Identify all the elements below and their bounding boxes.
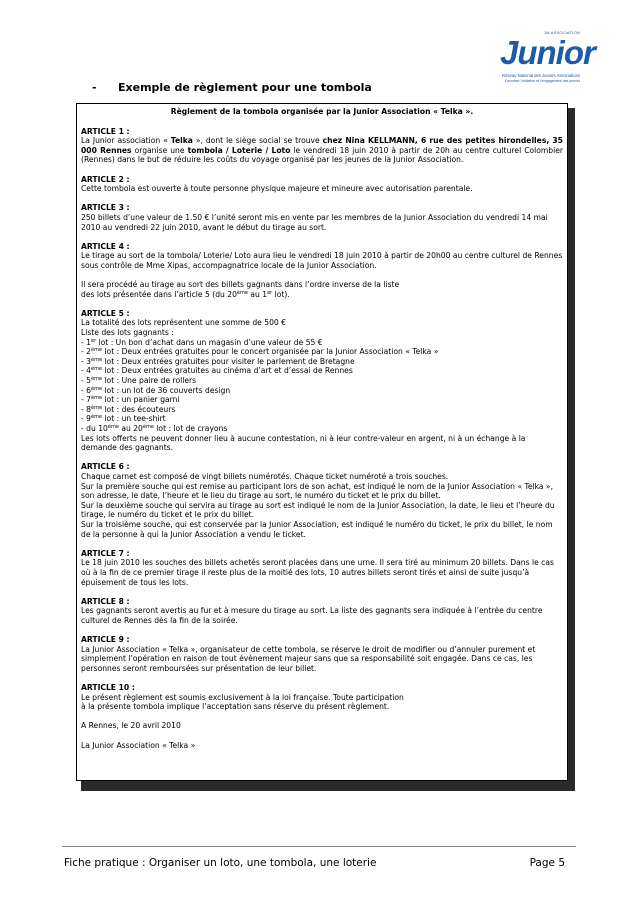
lot-item: - 6ème lot : un lot de 36 couverts design [81,385,231,395]
article-6-text-3: Sur la deuxième souche qui servira au tirage au sort est indiqué le nom de la Junior Association, la date, le lieu et l’heure du tirage, le numéro du ticket et le prix du billet. [81,500,555,520]
heading-dash: - [92,81,97,94]
page-number: Page 5 [529,857,565,869]
article-6-text-2: Sur la première souche qui est remise au participant lors de son achat, est indiqué le nom de la Junior Association « Telka », son adresse, le date, l’heure et le lieu du tirage au sort, le numéro du ticket et le prix du billet. [81,481,553,501]
lot-item: - 4ème lot : Deux entrées gratuites au cinéma d’art et d’essai de Rennes [81,366,353,376]
article-10-text-2: à la présente tombola implique l’acceptation sans réserve du présent règlement. [81,702,390,712]
article-4-heading: ARTICLE 4 : [81,241,130,251]
article-6-text-4: Sur la troisième souche, qui est conservée par la Junior Association, est indiqué le numéro du ticket, le prix du billet, le nom de la personne à qui la Junior Association a vendu le ticket. [81,519,553,539]
rules-box [76,103,568,781]
rules-title: Règlement de la tombola organisée par la Junior Association « Telka ». [170,107,474,116]
article-7-text: Le 18 juin 2010 les souches des billets achetés seront placées dans une urne. Il sera tiré au minimum 20 billets. Dans le cas où à la fin de ce premier tirage il reste plus de la moitié des lots, 10 autres billets seront tirés et ainsi de suite jusqu’à épuisement de tous les lots. [81,558,554,587]
article-3-heading: ARTICLE 3 : [81,203,130,213]
article-4-text-2b: des lots présentée dans l’article 5 (du 20ème au 1er lot). [81,289,290,299]
article-5-list-title: Liste des lots gagnants : [81,328,174,338]
logo-tagline: Favoriser l'initiative et l'engagement des jeunes [504,79,580,83]
article-5-note: Les lots offerts ne peuvent donner lieu à aucune contestation, ni à leur contre-valeur en argent, ni à un échange à la demande des gagnants. [81,433,526,453]
article-9-text: La Junior Association « Telka », organisateur de cette tombola, se réserve le droit de modifier ou d’annuler purement et simplement l’opération en raison de tout évènement majeur sans que sa responsabilité soit engagée. Dans ce cas, les personnes seront remboursées sur présentation de leur billet. [81,644,536,673]
lot-item: - 9ème lot : un tee-shirt [81,414,166,424]
article-8-heading: ARTICLE 8 : [81,596,130,606]
lot-item: - 1er lot : Un bon d’achat dans un magasin d’une valeur de 55 € [81,337,323,347]
article-5-total: La totalité des lots représentent une somme de 500 € [81,318,287,328]
logo-subtitle: Réseau National des Juniors Associations [502,73,580,78]
logo-top-text: JM ASSOCIATION [543,30,580,35]
article-8-text: Les gagnants seront avertis au fur et à mesure du tirage au sort. La liste des gagnants sera indiquée à l’entrée du centre culturel de Rennes dès la fin de la soirée. [81,606,543,625]
article-6-text-1: Chaque carnet est composé de vingt billets numérotés. Chaque ticket numéroté a trois souches. [81,471,449,481]
article-1-heading: ARTICLE 1 : [81,126,130,136]
lot-item: - 3ème lot : Deux entrées gratuites pour visiter le parlement de Bretagne [81,356,355,366]
lot-item: - 5ème lot : Une paire de rollers [81,376,197,386]
lot-item: - du 10ème au 20ème lot : lot de crayons [81,424,228,433]
article-1-text: La Junior association « Telka », dont le siège social se trouve chez Nina KELLMANN, 6 rue des petites hirondelles, 35 000 Rennes organise une tombola / Loterie / Loto le vendredi 18 juin 2010 à partir de 20h au centre culturel Colombier (Rennes) dans le but de réduire les coûts du voyage organisé par les jeunes de la Junior Association. [81,136,564,165]
article-7-heading: ARTICLE 7 : [81,548,130,558]
footer-divider [62,846,576,847]
lot-item: - 2ème lot : Deux entrées gratuites pour le concert organisée par la Junior Association « Telka » [81,347,439,357]
article-3-text: 250 billets d’une valeur de 1.50 € l’unité seront mis en vente par les membres de la Junior Association du vendredi 14 mai 2010 au vendredi 22 juin 2010, avant le début du tirage au sort. [81,212,548,232]
place-date: A Rennes, le 20 avril 2010 [81,721,181,731]
heading-text: Exemple de règlement pour une tombola [118,81,372,94]
lot-item: - 7ème lot : un panier garni [81,395,180,405]
footer-title: Fiche pratique : Organiser un loto, une tombola, une loterie [64,857,377,869]
lot-item: - 8ème lot : des écouteurs [81,404,176,414]
article-4-text-2a: Il sera procédé au tirage au sort des billets gagnants dans l’ordre inverse de la liste [81,280,400,290]
article-5-heading: ARTICLE 5 : [81,308,130,318]
article-2-text: Cette tombola est ouverte à toute personne physique majeure et mineure avec autorisation parentale. [81,184,473,194]
article-9-heading: ARTICLE 9 : [81,635,130,645]
article-10-text-1: Le présent règlement est soumis exclusivement à la loi française. Toute participation [81,692,404,702]
article-4-text: Le tirage au sort de la tombola/ Loterie/ Loto aura lieu le vendredi 18 juin 2010 à partir de 20h00 au centre culturel de Rennes sous contrôle de Mme Xipas, accompagnatrice locale de la Junior Association. [81,251,563,270]
article-10-heading: ARTICLE 10 : [81,683,135,693]
junior-association-logo [496,30,595,88]
logo-word: Junior [500,34,595,71]
article-6-heading: ARTICLE 6 : [81,462,130,472]
section-heading [92,81,372,94]
signature: La Junior Association « Telka » [81,740,196,750]
article-2-heading: ARTICLE 2 : [81,174,130,184]
